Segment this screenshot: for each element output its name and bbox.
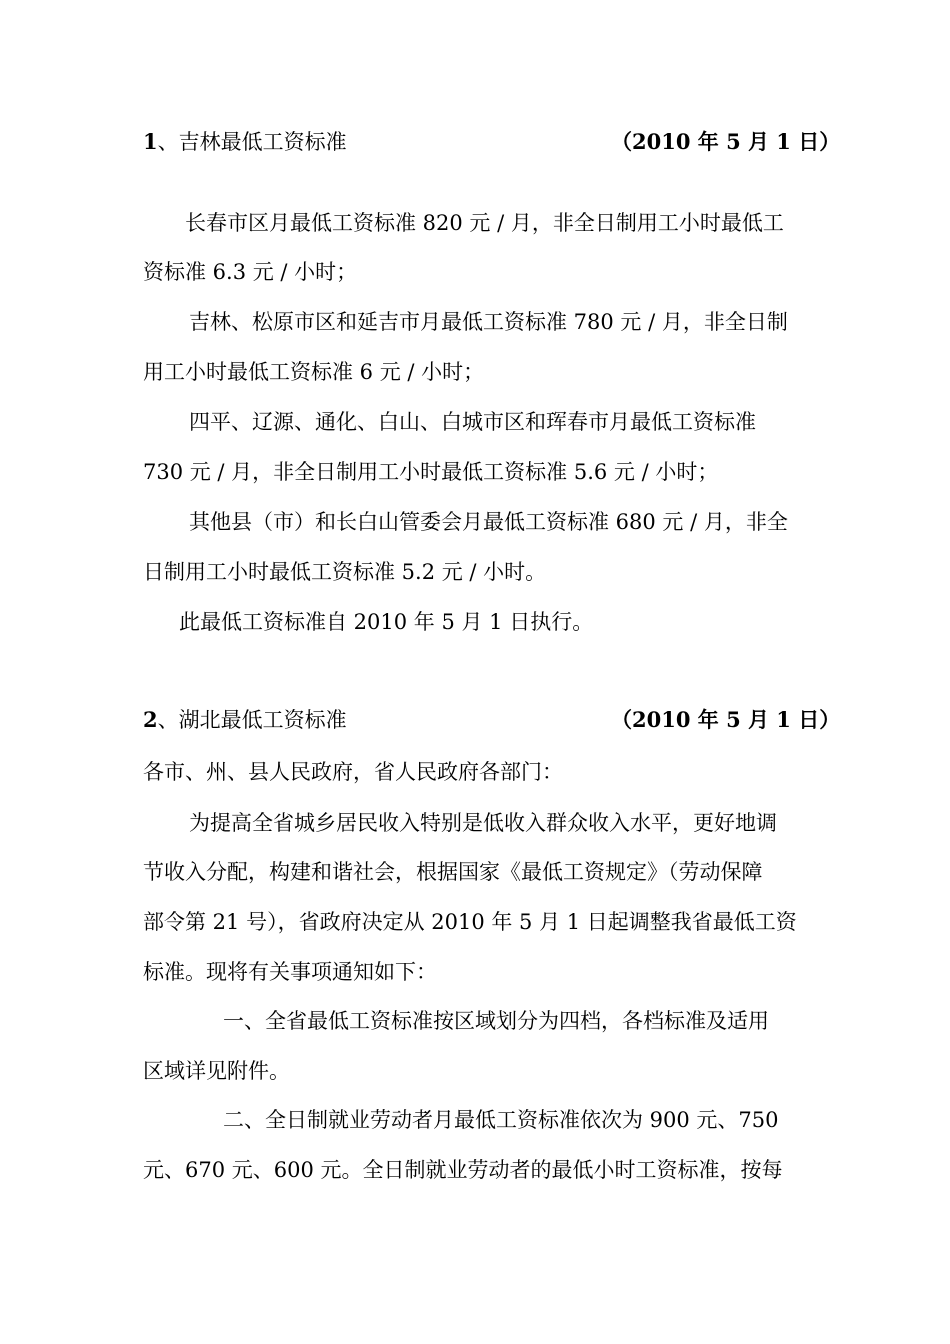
- section1-number: 1: [143, 129, 158, 154]
- section2-title: [143, 706, 347, 734]
- section1-line: 日制用工小时最低工资标准 5.2 元 / 小时。: [143, 560, 547, 584]
- section2-line: 区域详见附件。: [143, 1059, 290, 1083]
- section1-heading: [143, 128, 841, 156]
- section1-line: 用工小时最低工资标准 6 元 / 小时；: [143, 360, 485, 384]
- section2-line: 二、全日制就业劳动者月最低工资标准依次为 900 元、750: [223, 1108, 779, 1132]
- section1-line: 四平、辽源、通化、白山、白城市区和珲春市月最低工资标准: [189, 410, 756, 434]
- section1-line: 吉林、松原市区和延吉市月最低工资标准 780 元 / 月，非全日制: [189, 310, 788, 334]
- section2-heading: [143, 706, 841, 734]
- section2-title-text: 、湖北最低工资标准: [157, 708, 347, 732]
- section1-line: 此最低工资标准自 2010 年 5 月 1 日执行。: [179, 610, 594, 634]
- section1-line: 730 元 / 月，非全日制用工小时最低工资标准 5.6 元 / 小时；: [143, 460, 719, 484]
- section2-line: 各市、州、县人民政府，省人民政府各部门：: [143, 760, 563, 784]
- section2-line: 节收入分配，构建和谐社会，根据国家《最低工资规定》（劳动保障: [143, 860, 763, 884]
- section2-line: 元、670 元、600 元。全日制就业劳动者的最低小时工资标准，按每: [143, 1158, 783, 1182]
- section1-title: [143, 128, 347, 156]
- section1-line: 其他县（市）和长白山管委会月最低工资标准 680 元 / 月，非全: [189, 510, 788, 534]
- section2-number: 2: [143, 707, 158, 732]
- section2-date: （2010 年 5 月 1 日）: [611, 707, 841, 732]
- section1-line: 资标准 6.3 元 / 小时；: [143, 260, 358, 284]
- section2-line: 标准。现将有关事项通知如下：: [143, 960, 437, 984]
- section1-date: （2010 年 5 月 1 日）: [611, 129, 841, 154]
- section2-line: 为提高全省城乡居民收入特别是低收入群众收入水平，更好地调: [189, 811, 777, 835]
- section1-line: 长春市区月最低工资标准 820 元 / 月，非全日制用工小时最低工: [185, 211, 784, 235]
- section2-line: 部令第 21 号），省政府决定从 2010 年 5 月 1 日起调整我省最低工资: [143, 910, 797, 934]
- section2-line: 一、全省最低工资标准按区域划分为四档，各档标准及适用: [223, 1009, 769, 1033]
- section1-title-text: 、吉林最低工资标准: [157, 130, 347, 154]
